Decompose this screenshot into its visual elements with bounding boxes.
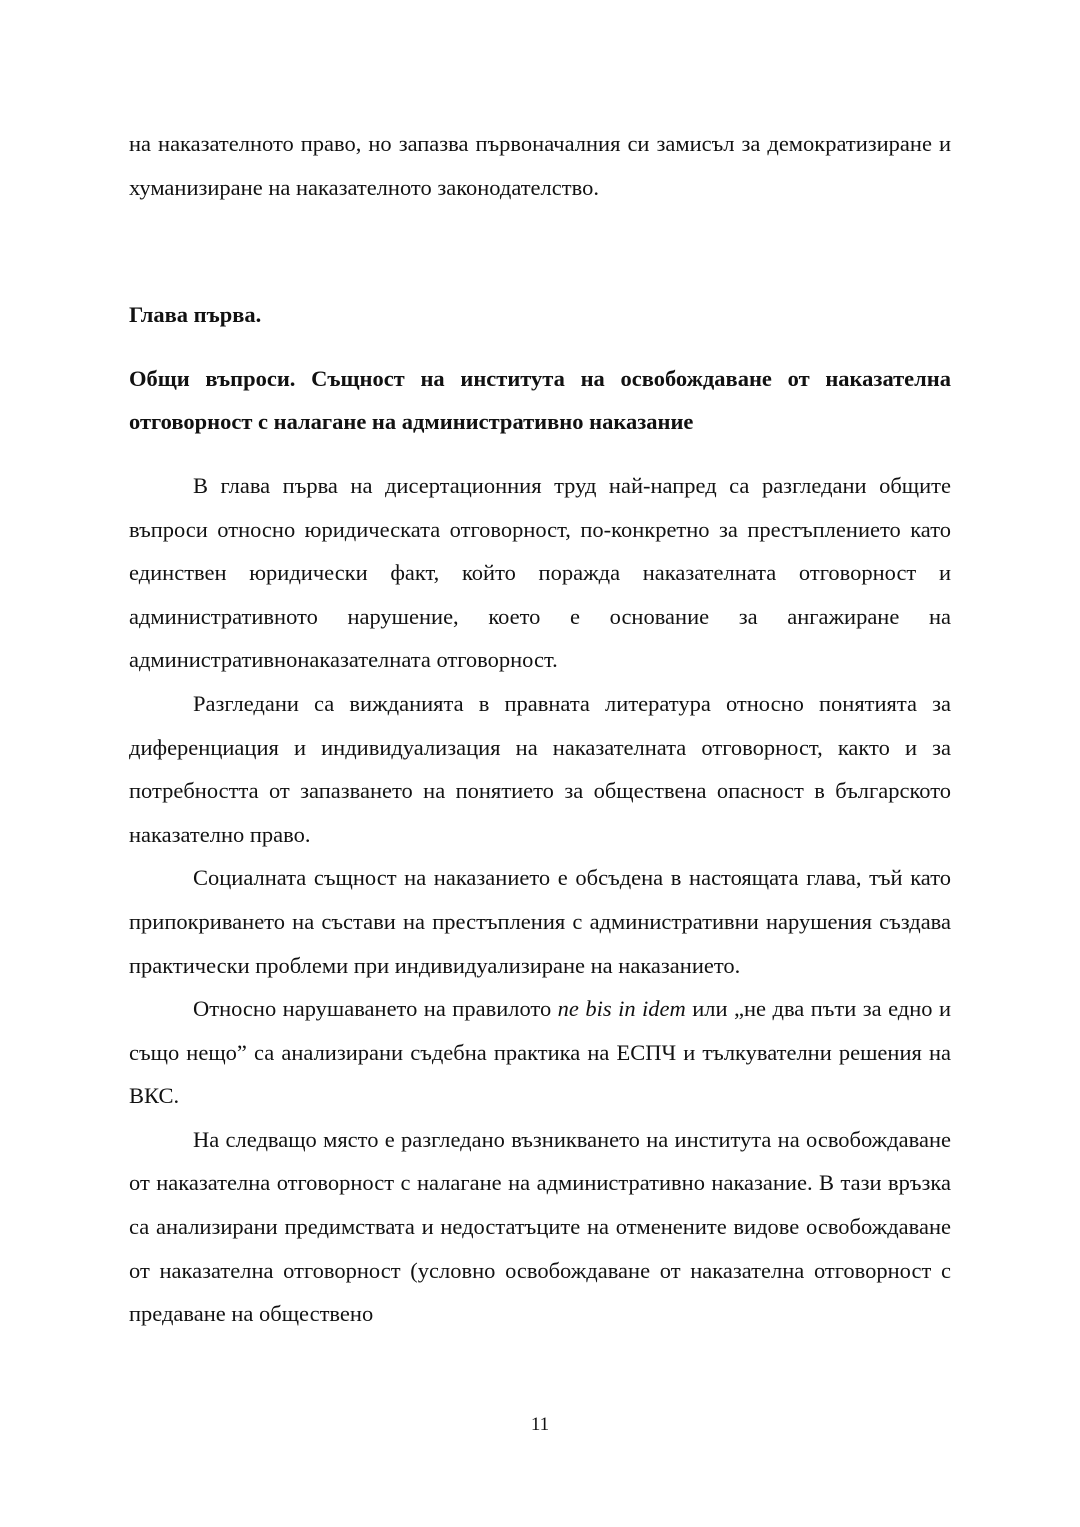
body-paragraph-4 [129,987,951,1118]
paragraph-4-text-start: Относно нарушаването на правилото [193,996,558,1022]
chapter-title: Глава първа. [129,302,262,328]
page-number: 11 [530,1414,550,1435]
section-title: Общи въпроси. Същност на института на освобождаване от наказателна отговорност с налагане на административно наказание [129,365,951,435]
body-paragraph-2: Разгледани са вижданията в правната литература относно понятията за диференциация и индивидуализация на наказателната отговорност, както и за потребността от запазването на понятието за обществена опасност в българското наказателно право. [129,690,951,847]
latin-phrase: ne bis in idem [557,996,686,1022]
body-paragraph-3: Социалната същност на наказанието е обсъдена в настоящата глава, тъй като припокриването на състави на престъпления с административни нарушения създава практически проблеми при индивидуализиране на наказанието. [129,865,951,978]
paragraph-4-text-end: или „не два пъти за едно и също нещо” са анализирани съдебна практика на ЕСПЧ и тълкувателни решения на ВКС. [129,996,952,1109]
document-page [129,122,951,1336]
continuation-paragraph: на наказателното право, но запазва първоначалния си замисъл за демократизиране и хуманизиране на наказателното законодателство. [129,131,951,200]
body-paragraph-1: В глава първа на дисертационния труд най-напред са разгледани общите въпроси относно юридическата отговорност, по-конкретно за престъплението като единствен юридически факт, който поражда наказателната отговорност и административното нарушение, което е основание за ангажиране на административнонаказателната отговорност. [129,472,951,673]
body-paragraph-5: На следващо място е разгледано възникването на института на освобождаване от наказателна отговорност с налагане на административно наказание. В тази връзка са анализирани предимствата и недостатъците на отменените видове освобождаване от наказателна отговорност (условно освобождаване от наказателна отговорност с предаване на обществено [129,1126,951,1327]
